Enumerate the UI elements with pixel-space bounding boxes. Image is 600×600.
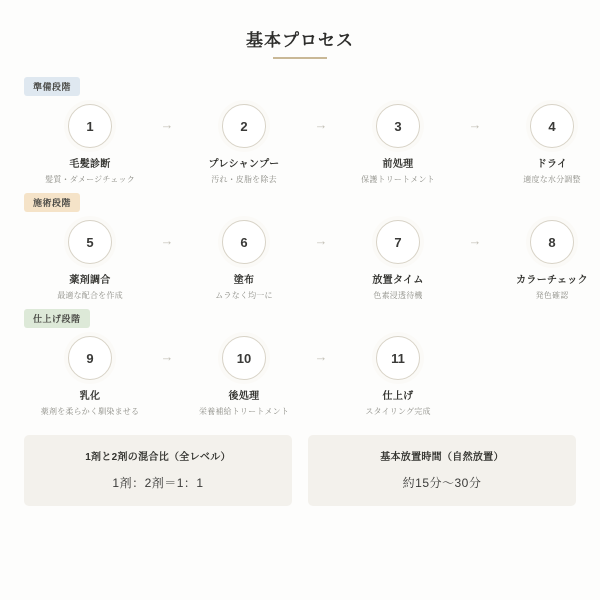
step-number-circle: 8	[530, 220, 574, 264]
step-item[interactable]	[182, 336, 306, 417]
step-description: 栄養補給トリートメント	[198, 407, 290, 416]
step-name: 乳化	[79, 391, 101, 402]
steps-row-treatment	[18, 216, 588, 301]
arrow-right-icon: →	[468, 233, 482, 248]
step-description: 薬剤を柔らかく馴染ませる	[40, 407, 140, 416]
step-number-circle: 5	[68, 220, 112, 264]
step-description: 色素浸透待機	[373, 291, 423, 300]
arrow-right-icon: →	[160, 117, 174, 132]
card-value: 約15分〜30分	[402, 476, 482, 490]
step-description: 髪質・ダメージチェック	[45, 175, 135, 184]
arrow-right-icon: →	[160, 233, 174, 248]
step-name: 放置タイム	[372, 275, 424, 286]
step-description: 最適な配合を作成	[57, 291, 123, 300]
title-underline	[273, 57, 327, 59]
summary-card-mix-ratio	[24, 435, 292, 506]
arrow-right-icon: →	[160, 349, 174, 364]
step-number-circle: 1	[68, 104, 112, 148]
step-item[interactable]	[28, 104, 152, 185]
step-description: 保護トリートメント	[361, 175, 435, 184]
step-description: 適度な水分調整	[523, 175, 581, 184]
step-description: ムラなく均一に	[215, 291, 273, 300]
step-name: 後処理	[228, 391, 260, 402]
step-item[interactable]	[182, 220, 306, 301]
card-value: 1剤：2剤＝1：1	[112, 476, 204, 490]
step-item[interactable]	[490, 220, 600, 301]
step-name: 前処理	[382, 159, 414, 170]
step-number-circle: 2	[222, 104, 266, 148]
arrow-right-icon: →	[314, 233, 328, 248]
section-treatment	[18, 193, 588, 301]
step-item[interactable]	[28, 220, 152, 301]
step-item[interactable]	[336, 104, 460, 185]
card-title: 1剤と2剤の混合比（全レベル）	[85, 452, 231, 463]
step-number-circle: 7	[376, 220, 420, 264]
section-label-treatment: 施術段階	[24, 193, 80, 212]
section-label-preparation: 準備段階	[24, 77, 80, 96]
page-title: 基本プロセス	[246, 31, 354, 50]
step-number-circle: 4	[530, 104, 574, 148]
arrow-right-icon: →	[314, 349, 328, 364]
step-number-circle: 6	[222, 220, 266, 264]
step-name: 塗布	[233, 275, 255, 286]
step-number-circle: 11	[376, 336, 420, 380]
step-number-circle: 10	[222, 336, 266, 380]
step-description: スタイリング完成	[365, 407, 431, 416]
steps-row-preparation	[18, 100, 582, 185]
arrow-right-icon: →	[468, 117, 482, 132]
step-description: 汚れ・皮脂を除去	[211, 175, 277, 184]
step-name: カラーチェック	[516, 275, 588, 286]
summary-cards	[18, 425, 582, 506]
step-name: 仕上げ	[382, 391, 414, 402]
step-name: プレシャンプー	[208, 159, 280, 170]
steps-row-finishing	[18, 332, 582, 417]
step-name: 薬剤調合	[69, 275, 111, 286]
step-description: 発色確認	[535, 291, 569, 300]
step-number-circle: 9	[68, 336, 112, 380]
step-item[interactable]	[182, 104, 306, 185]
card-title: 基本放置時間（自然放置）	[380, 452, 504, 463]
section-label-finishing: 仕上げ段階	[24, 309, 90, 328]
section-finishing	[18, 309, 582, 417]
section-preparation	[18, 77, 582, 185]
summary-card-processing-time	[308, 435, 576, 506]
step-item[interactable]	[490, 104, 600, 185]
step-item[interactable]	[336, 220, 460, 301]
arrow-right-icon: →	[314, 117, 328, 132]
step-item[interactable]	[28, 336, 152, 417]
page-header	[18, 26, 582, 59]
step-name: 毛髪診断	[69, 159, 111, 170]
step-item[interactable]	[336, 336, 460, 417]
step-number-circle: 3	[376, 104, 420, 148]
step-name: ドライ	[536, 159, 568, 170]
